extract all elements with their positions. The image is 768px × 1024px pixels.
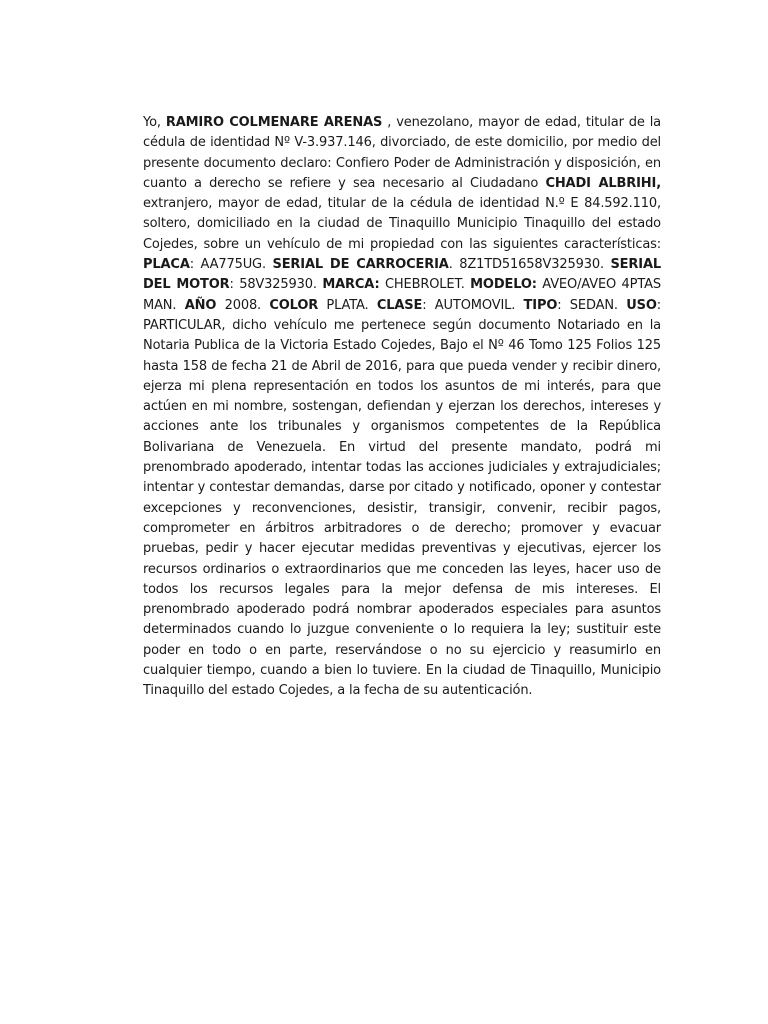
field-value-serial-carroceria: . 8Z1TD51658V325930.: [448, 257, 611, 273]
document-body-paragraph: [143, 113, 661, 702]
principal-name: RAMIRO COLMENARE ARENAS: [165, 115, 383, 130]
field-label-placa: PLACA: [143, 257, 190, 273]
field-value-clase: : AUTOMOVIL.: [422, 297, 524, 313]
attorney-name: CHADI ALBRIHI,: [545, 175, 662, 191]
text-segment: : PARTICULAR, dicho vehículo me pertenece según documento Notariado en la Notaria Publica de la Victoria Estado Cojedes, Bajo el Nº 46 Tomo 125 Folios 125 hasta 158 de fecha 21 de Abril de 2016, para que pueda vender y recibir dinero, ejerza mi plena representación en todos los asuntos de mi interés, para que actúen en mi nombre, sostengan, defiendan y ejerzan los derechos, intereses y acciones ante los tribunales y organismos competentes de la República Bolivariana de Venezuela. En virtud del presente mandato, podrá mi prenombrado apoderado, intentar todas las acciones judiciales y extrajudiciales; intentar y contestar demandas, darse por citado y notificado, oponer y contestar excepciones y reconvenciones, desistir, transigir, convenir, recibir pagos, comprometer en árbitros arbitradores o de derecho; promover y evacuar pruebas, pedir y hacer ejecutar medidas preventivas y ejecutivas, ejercer los recursos ordinarios o extraordinarios que me conceden las leyes, hacer uso de todos los recursos legales para la mejor defensa de mis intereses. El prenombrado apoderado podrá nombrar apoderados especiales para asuntos determinados cuando lo juzgue conveniente o lo requiera la ley; sustituir este poder en todo o en parte, reservándose o no su ejercicio y reasumirlo en cualquier tiempo, cuando a bien lo tuviere. En la ciudad de Tinaquillo, Municipio Tinaquillo del estado Cojedes, a la fecha de su autenticación.: [143, 297, 661, 699]
text-segment: Yo,: [143, 115, 166, 130]
field-value-placa: : AA775UG.: [189, 257, 273, 273]
field-label-serial-carroceria: SERIAL DE CARROCERIA: [272, 257, 449, 273]
field-value-marca: CHEBROLET.: [379, 277, 471, 293]
field-label-modelo: MODELO:: [470, 277, 537, 293]
field-value-tipo: : SEDAN.: [557, 297, 627, 313]
field-label-ano: AÑO: [184, 297, 217, 313]
field-value-modelo: AVEO/AVEO 4PTAS MAN.: [143, 277, 661, 313]
field-label-clase: CLASE: [376, 297, 423, 313]
field-label-marca: MARCA:: [322, 277, 380, 293]
field-label-color: COLOR: [269, 297, 319, 313]
field-label-serial-motor: SERIAL DEL MOTOR: [143, 257, 661, 293]
text-segment: extranjero, mayor de edad, titular de la cédula de identidad N.º E 84.592.110, soltero, domiciliado en la ciudad de Tinaquillo Municipio Tinaquillo del estado Cojedes, sobre un vehículo de mi propiedad con las siguientes características:: [143, 196, 661, 252]
field-value-serial-motor: : 58V325930.: [229, 277, 323, 293]
field-value-color: PLATA.: [318, 297, 377, 313]
field-label-uso: USO: [626, 297, 657, 313]
field-value-ano: 2008.: [216, 297, 270, 313]
text-segment: , venezolano, mayor de edad, titular de la cédula de identidad Nº V-3.937.146, divorciado, de este domicilio, por medio del presente documento declaro: Confiero Poder de Administración y disposición, en cuanto a derecho se refiere y sea necesario al Ciudadano: [143, 115, 661, 191]
field-label-tipo: TIPO: [523, 297, 558, 313]
